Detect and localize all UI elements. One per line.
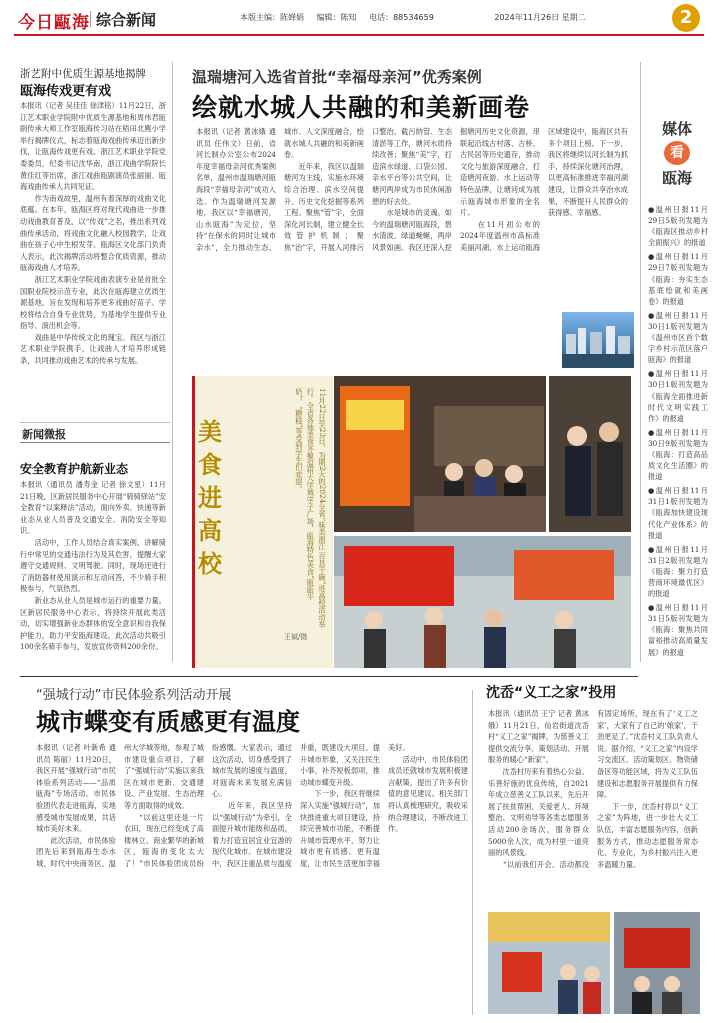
bottom-right-body: 本报讯（通讯员 王宁 记者 黄冰娥）11月21日，仙岩街道沈岙村“义工之家”揭牌，为慈善义工提供交流分享、策划活动、开展服务的暖心“新家”。 沈岙村历来有着热心公益、乐善好施的优良传统，自2021年成立慈善义工队以来，先后开展了扶贫帮困、关爱老人、环境整治、文明劝导等各类志愿服务活动200余场次，服务群众5000余人次，成为村里一道亮丽的风景线。 “以前我们开会、活动都没有固定场所，现在有了‘义工之家’，大家有了自己的‘娘家’，干劲更足了。”沈岙村义工队负责人说。据介绍，“义工之家”内设学习交流区、活动策划区、物资储备区等功能区域，将为义工队伍建设和志愿服务开展提供有力保障。 下一步，沈岙村将以“义工之家”为阵地，进一步壮大义工队伍，丰富志愿服务内容，创新服务方式，推动志愿服务常态化、专业化，为乡村振兴注入更多温暖力量。: [488, 709, 698, 869]
river-inset-photo: [562, 312, 634, 368]
media-item: ●温州日报11月31日5版刊发题为《瓯海：聚焦共同富裕推动高质量发展》的报道: [648, 603, 708, 657]
river-scene-image: [562, 312, 634, 368]
header-meta: [240, 12, 596, 23]
bottom-left-headline: 城市蝶变有质感更有温度: [36, 708, 300, 736]
media-item: ●温州日报11月29日7版刊发题为《瓯海：夯实生态基底绘就和美画卷》的报道: [648, 252, 708, 306]
column-divider: [640, 62, 641, 662]
designer-info: 编辑：陈知: [316, 13, 357, 22]
media-title-mid: 看: [664, 141, 690, 165]
divider: [20, 442, 170, 443]
news-brief-label: 新闻微报: [22, 428, 66, 441]
media-item: ●温州日报11月29日5版刊发题为《瓯海区推动乡村全面振兴》的报道: [648, 205, 708, 248]
volunteer-event-image: [488, 912, 610, 1014]
food-fair-image: [549, 376, 631, 532]
volunteer-photo-1: [488, 912, 610, 1014]
main-kicker: 温瑞塘河入选省首批“幸福母亲河”优秀案例: [192, 68, 482, 86]
media-item: ●温州日报11月30日1版刊发题为《温州市区首个数字乡村示范区落户瓯海》的报道: [648, 310, 708, 365]
food-fair-photo-2: [549, 376, 631, 532]
story2-headline: 安全教育护航新业态: [20, 462, 129, 476]
media-item: ●温州日报11月31日1版刊发题为《瓯海加快建设现代化产业体系》的报道: [648, 486, 708, 540]
bottom-left-kicker: “强城行动”市民体验系列活动开展: [36, 688, 232, 703]
page-header: [0, 0, 715, 36]
story1-kicker: 浙艺附中优质生源基地揭牌: [20, 68, 146, 80]
story1-headline: 瓯海传戏更有戏: [20, 84, 112, 99]
header-divider: [90, 11, 91, 27]
media-title-top: 媒体: [661, 120, 692, 138]
food-fair-image: [334, 376, 546, 532]
media-item: ●温州日报11月30日9版刊发题为《瓯海：打造高品质文化生活圈》的报道: [648, 427, 708, 482]
main-headline: 绘就水城人共融的和美新画卷: [192, 93, 531, 122]
divider: [20, 422, 170, 423]
main-body: 本报讯（记者 黄冰娥 通讯员 任伟文）日前，省河长制办公室公布2024年度幸福母亲河优秀案例名单，温州市温瑞塘河瓯海段“幸福母亲河”成功入选。作为温瑞塘河发源地，我区以“幸福塘河，山水瓯海”为定位，坚持“在保水的同时让城市亲水”，全力推动生态、城市、人文深度融合，绘就水城人共融的和美新画卷。 近年来，我区以温瑞塘河为主线，实施水环境综合治理、滨水空间提升、历史文化挖掘等系列工程。聚焦“管”字，全面深化河长制，建立健全长效管护机制；聚焦“治”字，开展入河排污口整治、截污纳管、生态清淤等工作，塘河水质持续改善；聚焦“美”字，打造滨水绿道、口袋公园、亲水平台等公共空间，让塘河两岸成为市民休闲游憩的好去处。 水是城市的灵魂。如今的温瑞塘河瓯海段，碧水清波、绿道蜿蜒，两岸风景如画。我区还深入挖掘塘河历史文化资源，串联起沿线古村落、古桥、古民居等历史遗存，推动文化与旅游深度融合，打造塘河夜游、水上运动等特色品牌，让塘河成为展示瓯海城市形象的金名片。 在11月初公布的2024年度温州市高标准美丽河湖、水上运动瓯海区域建设中，瓯海区共有多个项目上榜。下一步，我区将继续以河长制为抓手，持续深化塘河治理，以更高标准推进幸福河湖建设，让群众共享治水成果，不断提升人民群众的获得感、幸福感。: [196, 127, 628, 252]
bottom-right-headline: 沈岙“义工之家”投用: [486, 685, 617, 701]
page-number-badge: 2: [672, 4, 700, 32]
column-divider: [172, 62, 173, 662]
food-fair-image: [334, 536, 631, 668]
media-item: ●温州日报11月30日1版刊发题为《瓯海全面推进新时代文明实践工作》的报道: [648, 369, 708, 423]
photo-caption-title: 美食进高校: [198, 418, 222, 578]
photo-caption-text: 11月22日至23日，为期2天的2024全省“味美浙江 百县千碗”进高校活动举行。全省各地美食齐聚温州大学城学子广场，瓯海特色美食“瓯瓯牛奶”、“糖糕”等受到学生们欢迎。: [294, 388, 327, 628]
media-title-bottom: 瓯海: [661, 169, 692, 187]
media-item: ●温州日报11月31日2版刊发题为《瓯海：聚力打造营商环境最优区》的报道: [648, 544, 708, 599]
volunteer-photo-2: [614, 912, 700, 1014]
volunteer-event-image: [614, 912, 700, 1014]
phone-info: 电话：88534659: [369, 13, 434, 22]
food-fair-photo-1: [334, 376, 546, 532]
section-divider: [20, 676, 638, 677]
issue-date: 2024年11月26日 星期二: [494, 13, 586, 22]
media-box-title: [646, 118, 708, 192]
newspaper-logo: 今日甌海: [18, 13, 90, 33]
photo-credit: 王斌/摄: [284, 633, 308, 641]
story1-body: 本报讯（记者 吴佳佳 徐津铭）11月22日，浙江艺术职业学院附中优质生源基地和周伟君瓯剧传承大师工作室瓯海传习站在梧田北麂小学举行揭牌仪式，标志着瓯海戏曲传承迈出新步伐，让瓯海传戏更有戏。浙江艺术职业学院党委委员、纪委书记沈华南，浙江戏曲学院院长黄佳红等出席，浙江戏曲瓯剧演员张丽丽、瓯海戏曲传承人共同见证。 作为南戏故里，温州有着深厚的戏曲文化底蕴。在本年，瓯海区将对现代戏曲进一步推动戏曲教育普及，以“传戏”之名，推出系列戏曲传承活动，将戏曲文化融入校园教学，让戏曲在孩子心中生根发芽。瓯海区文化部门负责人表示，此次揭牌活动将整合优质资源，推动瓯海戏曲人才培养。 浙江艺术职业学院戏曲表演专业是首批全国职业院校示范专业，此次在瓯海建立优质生源基地，旨在发现和培养更多戏曲好苗子。学校将结合自身专业优势，为基地学生提供专业指导、演出机会等。 戏曲是中华传统文化的瑰宝。我区与浙江艺术职业学院携手，让戏曲人才培养形成链条，共同推动戏曲艺术的传承与发展。: [20, 101, 166, 366]
column-divider: [472, 690, 473, 1015]
editor-info: 本版主编：陈婵娟: [240, 13, 304, 22]
bottom-left-body: 本报讯（记者 叶新希 通讯员 陈丽）11月20日，我区开展“强城行动”市民体验系列活动——“品质瓯海”专场活动。市民体验团代表走进瓯海，实地感受城市发展成果，共话城市美好未来。 此次活动，市民体验团先后来到瓯海生态水城、时代中央商务区、温州大学城等地，参观了城市建设重点项目，了解了“强城行动”实施以来我区在城市更新、交通建设、产业发展、生态治理等方面取得的成效。 “以前这里还是一片农田，现在已经变成了高楼林立、商业繁华的新城区，瓯海的变化太大了！”市民体验团成员纷纷感慨。大家表示，通过这次活动，切身感受到了城市发展的速度与温度，对瓯海未来发展充满信心。 近年来，我区坚持以“强城行动”为牵引，全面提升城市能级和品质，着力打造宜居宜业宜游的现代化城市。在城市建设中，我区注重品质与温度并重，既建设大项目、提升城市形象，又关注民生小事、补齐短板弱项，推动城市蝶变升级。 下一步，我区将继续深入实施“强城行动”，加快推进重大项目建设，持续完善城市功能，不断提升城市管理水平，努力让城市更有质感、更有温度，让市民生活更加幸福美好。 活动中，市民体验团成员还就城市发展积极建言献策，提出了许多有价值的意见建议。相关部门将认真梳理研究，吸收采纳合理建议，不断改进工作。: [36, 743, 468, 868]
section-title: 综合新闻: [96, 11, 157, 29]
header-rule: [14, 34, 704, 36]
story2-body: 本报讯（通讯员 潘寿金 记者 徐文星）11月21日晚，区新居民服务中心开展“骑骑驿站”安全教育“以案释法”活动，面向外卖、快递等新业态从业人员普及交通安全、消防安全等知识。 活动中，工作人员结合真实案例，讲解骑行中常见的交通违法行为及其危害，提醒大家遵守交通规则、文明驾驶。同时，现场还进行了消防器材使用演示和互动问答，不少骑手积极参与，气氛热烈。 新业态从业人员是城市运行的重要力量。区新居民服务中心表示，将持续开展此类活动，切实增强新业态群体的安全意识和自我保护能力，助力平安瓯海建设。此次活动共吸引100余名骑手参与，发放宣传资料200余份。: [20, 480, 166, 652]
food-fair-photo-3: [334, 536, 631, 668]
